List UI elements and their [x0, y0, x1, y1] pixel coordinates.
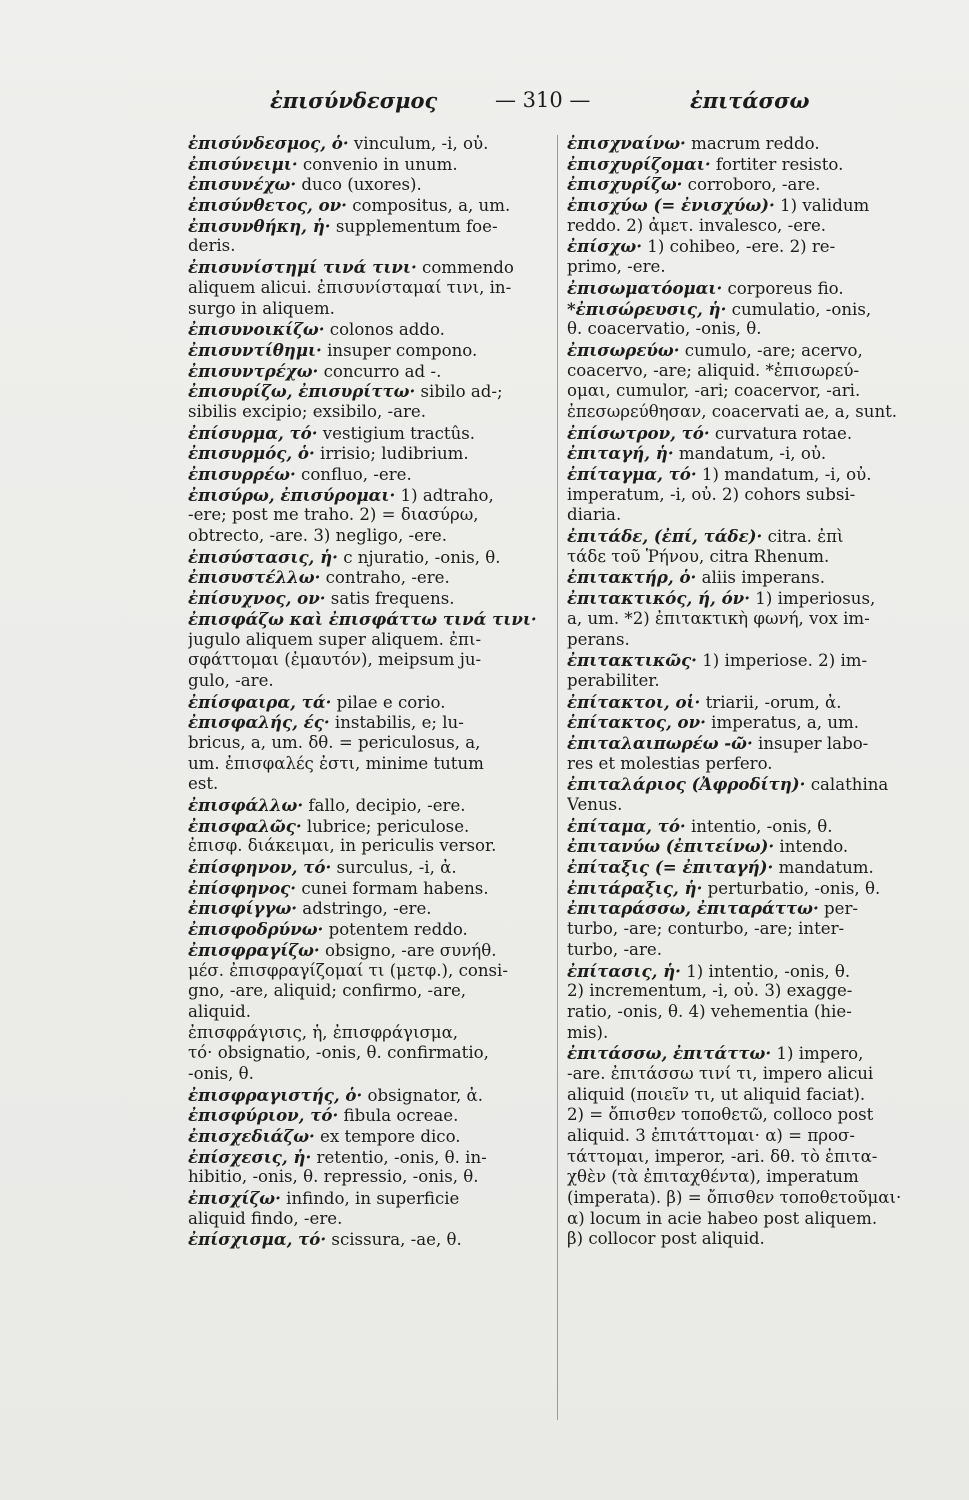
- headword: ἐπισχυρίζω·: [567, 174, 683, 195]
- left-column: [188, 133, 568, 1250]
- entry-line: sibilis excipio; exsibilo, -are.: [188, 401, 427, 421]
- headword: ἐπιταράσσω, ἐπιταράττω·: [567, 898, 819, 919]
- headword: ἐπισφοδρύνω·: [188, 919, 324, 940]
- headword: ἐπίσφαιρα, τά·: [188, 691, 332, 712]
- entry-line: ἐπισφάλλω· fallo, decipio, -ere.: [188, 795, 466, 815]
- headword: ἐπισύνθετος, ον·: [188, 195, 347, 216]
- entry-line: ἐπίσφαιρα, τά· pilae e corio.: [188, 691, 446, 712]
- column-divider: [557, 135, 558, 1420]
- headword: ἐπισυντίθημι·: [188, 339, 322, 360]
- entry-line: ἐπιταλάριος (Ἀφροδίτη)· calathina: [567, 774, 889, 795]
- entry-line: ἐπιτάδε, (ἐπί, τάδε)· citra. ἐπὶ: [567, 526, 844, 547]
- headword: ἐπιτακτικός, ή, όν·: [567, 588, 750, 609]
- entry-line: θ. coacervatio, -onis, θ.: [567, 319, 762, 339]
- headword: ἐπίτακτος, ον·: [567, 712, 706, 733]
- entry-line: aliquem alicui. ἐπισυνίσταμαί τινι, in-: [188, 277, 512, 297]
- entry-line: ἐπεσωρεύθησαν, coacervati ae, a, sunt.: [567, 401, 898, 421]
- running-header: [140, 88, 920, 124]
- entry-line: ἐπίσχεσις, ἡ· retentio, -onis, θ. in-: [188, 1146, 487, 1167]
- headword: ἐπιτανύω (ἐπιτείνω)·: [567, 836, 775, 857]
- entry-line: ἐπισχεδιάζω· ex tempore dico.: [188, 1126, 461, 1146]
- headword: ἐπίσφηνον, τό·: [188, 857, 332, 878]
- headword: ἐπισυστέλλω·: [188, 567, 321, 588]
- entry-line: obtrecto, -are. 3) negligo, -ere.: [188, 526, 448, 546]
- headword: ἐπίτακτοι, οἱ·: [567, 691, 701, 712]
- headword: ἐπίσχεσις, ἡ·: [188, 1146, 312, 1167]
- entry-line: um. ἐπισφαλές ἐστι, minime tutum: [188, 753, 484, 773]
- entry-line: [188, 609, 568, 630]
- entry-line: aliquid. 3 ἐπιτάττομαι· α) = προσ-: [567, 1126, 855, 1145]
- entry-line: ἐπισυρρέω· confluo, -ere.: [188, 464, 412, 484]
- entry-line: *ἐπισώρευσις, ἡ· cumulatio, -onis,: [567, 298, 872, 319]
- entry-line: τό· obsignatio, -onis, θ. confirmatio,: [188, 1043, 489, 1063]
- entry-line: ἐπισφράγισις, ἡ, ἐπισφράγισμα,: [188, 1022, 459, 1042]
- entry-line: diaria.: [567, 505, 622, 525]
- entry-line: ἐπισυνέχω· duco (uxores).: [188, 174, 422, 195]
- entry-line: coacervo, -are; aliquid. *ἐπισωρεύ-: [567, 360, 860, 380]
- headword: ἐπίταγμα, τό·: [567, 464, 697, 484]
- entry-line: ἐπιτακτήρ, ὁ· aliis imperans.: [567, 567, 825, 588]
- entry-line: a, um. *2) ἐπιτακτικὴ φωνή, vox im-: [567, 608, 870, 628]
- entry-line: ἐπισύστασις, ἡ· c njuratio, -onis, θ.: [188, 546, 501, 567]
- entry-line: ἐπισφύριον, τό· fibula ocreae.: [188, 1105, 459, 1126]
- entry-line: Venus.: [567, 795, 623, 814]
- entry-line: ἐπιτανύω (ἐπιτείνω)· intendo.: [567, 836, 849, 857]
- headword: ἐπισφίγγω·: [188, 898, 298, 919]
- entry-line: turbo, -are.: [567, 939, 662, 959]
- entry-line: aliquid (ποιεῖν τι, ut aliquid faciat).: [567, 1084, 866, 1104]
- headword: ἐπισφραγιστής, ὁ·: [188, 1084, 363, 1105]
- headword: ἐπίταμα, τό·: [567, 815, 686, 836]
- headword: ἐπιταλαιπωρέω -ῶ·: [567, 732, 753, 753]
- entry-line: 2) = ὄπισθεν τοποθετῶ, colloco post: [567, 1105, 874, 1125]
- entry-line: ἐπιτάραξις, ἡ· perturbatio, -onis, θ.: [567, 877, 881, 898]
- right-column: [567, 133, 955, 1250]
- headword: *ἐπισώρευσις, ἡ·: [567, 298, 727, 319]
- entry-line: ἐπισχύω (= ἐνισχύω)· 1) validum: [567, 195, 870, 216]
- entry-line: ἐπισύνθετος, ον· compositus, a, um.: [188, 195, 511, 216]
- entry-line: ομαι, cumulor, -ari; coacervor, -ari.: [567, 381, 861, 401]
- entry-line: gulo, -are.: [188, 670, 274, 690]
- entry-line: χθὲν (τὰ ἐπιταχθέντα), imperatum: [567, 1167, 859, 1187]
- entry-line: ἐπισυρίζω, ἐπισυρίττω· sibilo ad-;: [188, 381, 503, 402]
- headword: ἐπισύνδεσμος, ὁ·: [188, 133, 349, 153]
- entry-line: imperatum, -i, οὐ. 2) cohors subsi-: [567, 484, 856, 504]
- headword: ἐπισύρω, ἐπισύρομαι·: [188, 484, 396, 505]
- entry-line: hibitio, -onis, θ. repressio, -onis, θ.: [188, 1167, 479, 1187]
- headword: ἐπισχεδιάζω·: [188, 1126, 315, 1146]
- entry-line: α) locum in acie habeo post aliquem.: [567, 1208, 878, 1228]
- entry-line: est.: [188, 774, 219, 794]
- headword: ἐπισχύω (= ἐνισχύω)·: [567, 195, 775, 216]
- headword: ἐπισχίζω·: [188, 1188, 281, 1209]
- entry-line: mis).: [567, 1022, 609, 1042]
- entry-line: ἐπίσυρμα, τό· vestigium tractûs.: [188, 422, 476, 443]
- entry-line: ἐπισφραγίζω· obsigno, -are συνήθ.: [188, 939, 497, 960]
- entry-line: ἐπιτακτικός, ή, όν· 1) imperiosus,: [567, 588, 876, 609]
- entry-line: ἐπίσχω· 1) cohibeo, -ere. 2) re-: [567, 236, 836, 257]
- entry-line: σφάττομαι (ἐμαυτόν), meipsum ju-: [188, 650, 482, 670]
- entry-line: ἐπισύρω, ἐπισύρομαι· 1) adtraho,: [188, 484, 494, 505]
- entry-line: ἐπισφοδρύνω· potentem reddo.: [188, 919, 468, 940]
- entry-line: aliquid findo, -ere.: [188, 1208, 343, 1228]
- headword: ἐπισφάζω καὶ ἐπισφάττω τινά τινι·: [188, 608, 537, 629]
- entry-line: ἐπισωρεύω· cumulo, -are; acervo,: [567, 339, 863, 360]
- entry-line: ἐπιτακτικῶς· 1) imperiose. 2) im-: [567, 650, 868, 671]
- entry-line: ἐπισυνοικίζω· colonos addo.: [188, 319, 445, 340]
- headword: ἐπιτάδε, (ἐπί, τάδε)·: [567, 526, 763, 547]
- entry-line: ἐπισφαλής, ές· instabilis, e; lu-: [188, 712, 464, 733]
- headword: ἐπισυνοικίζω·: [188, 319, 325, 340]
- headword: ἐπισυνέχω·: [188, 174, 297, 195]
- entry-line: deris.: [188, 236, 236, 256]
- entry-line: ἐπιτάσσω, ἐπιτάττω· 1) impero,: [567, 1043, 864, 1064]
- entry-line: ἐπίσωτρον, τό· curvatura rotae.: [567, 422, 853, 443]
- entry-line: res et molestias perfero.: [567, 753, 773, 773]
- entry-line: perans.: [567, 629, 630, 649]
- entry-line: ἐπίταμα, τό· intentio, -onis, θ.: [567, 815, 833, 836]
- page-number: — 310 —: [495, 88, 591, 112]
- entry-line: ἐπισχυρίζω· corroboro, -are.: [567, 174, 821, 195]
- headword: ἐπισυνθήκη, ἡ·: [188, 215, 331, 236]
- headword: ἐπίσυρμα, τό·: [188, 422, 318, 443]
- entry-line: ἐπίτακτοι, οἱ· triarii, -orum, ἀ.: [567, 691, 842, 712]
- entry-line: β) collocor post aliquid.: [567, 1229, 765, 1249]
- entry-line: reddo. 2) ἀμετ. invalesco, -ere.: [567, 215, 827, 235]
- entry-line: primo, -ere.: [567, 257, 666, 277]
- header-right-word: ἐπιτάσσω: [690, 88, 810, 113]
- entry-line: ἐπίσυχνος, ον· satis frequens.: [188, 588, 455, 609]
- entry-line: jugulo aliquem super aliquem. ἐπι-: [188, 629, 482, 649]
- entry-line: -ere; post me traho. 2) = διασύρω,: [188, 505, 479, 525]
- headword: ἐπισχναίνω·: [567, 133, 686, 153]
- headword: ἐπισφάλλω·: [188, 795, 304, 815]
- entry-line: ἐπισωματόομαι· corporeus fio.: [567, 277, 844, 298]
- entry-line: μέσ. ἐπισφραγίζομαί τι (μετφ.), consi-: [188, 960, 508, 980]
- headword: ἐπιτάσσω, ἐπιτάττω·: [567, 1043, 772, 1064]
- entry-line: ἐπισφραγιστής, ὁ· obsignator, ἀ.: [188, 1084, 483, 1105]
- entry-line: ἐπισχναίνω· macrum reddo.: [567, 133, 820, 153]
- entry-line: turbo, -are; conturbo, -are; inter-: [567, 919, 845, 939]
- entry-line: -are. ἐπιτάσσω τινί τι, impero alicui: [567, 1063, 874, 1083]
- headword: ἐπίτασις, ἡ·: [567, 960, 681, 981]
- headword: ἐπισφαλής, ές·: [188, 712, 330, 733]
- headword: ἐπίσχω·: [567, 236, 642, 257]
- headword: ἐπισυρμός, ὁ·: [188, 443, 315, 464]
- entry-line: aliquid.: [188, 1001, 252, 1021]
- headword: ἐπισυνίστημί τινά τινι·: [188, 257, 417, 278]
- headword: ἐπισωματόομαι·: [567, 277, 723, 298]
- entry-line: ἐπισφίγγω· adstringo, -ere.: [188, 898, 432, 919]
- entry-line: ἐπισύνειμι· convenio in unum.: [188, 153, 458, 174]
- entry-line: ἐπιταράσσω, ἐπιταράττω· per-: [567, 898, 858, 919]
- entry-line: (imperata). β) = ὄπισθεν τοποθετοῦμαι·: [567, 1188, 902, 1208]
- headword: ἐπισυρίζω, ἐπισυρίττω·: [188, 381, 416, 402]
- entry-line: ratio, -onis, θ. 4) vehementia (hie-: [567, 1001, 852, 1021]
- entry-line: τάδε τοῦ Ῥήνου, citra Rhenum.: [567, 546, 830, 566]
- entry-line: ἐπίτασις, ἡ· 1) intentio, -onis, θ.: [567, 960, 851, 981]
- entry-line: ἐπίσφηνον, τό· surculus, -i, ἀ.: [188, 857, 457, 878]
- headword: ἐπισφαλῶς·: [188, 815, 302, 836]
- headword: ἐπίσυχνος, ον·: [188, 588, 326, 609]
- entry-line: ἐπισχυρίζομαι· fortiter resisto.: [567, 153, 844, 174]
- headword: ἐπισύνειμι·: [188, 153, 298, 174]
- entry-line: bricus, a, um. δθ. = periculosus, a,: [188, 732, 481, 752]
- headword: ἐπίσωτρον, τό·: [567, 422, 710, 443]
- headword: ἐπισύστασις, ἡ·: [188, 546, 338, 567]
- headword: ἐπιτάραξις, ἡ·: [567, 877, 703, 898]
- entry-line: ἐπισυρμός, ὁ· irrisio; ludibrium.: [188, 443, 469, 464]
- entry-line: τάττομαι, imperor, -ari. δθ. τὸ ἐπιτα-: [567, 1146, 878, 1166]
- headword: ἐπισφραγίζω·: [188, 939, 320, 960]
- entry-line: -onis, θ.: [188, 1063, 254, 1083]
- headword: ἐπιταγή, ἡ·: [567, 443, 674, 464]
- headword: ἐπίσχισμα, τό·: [188, 1229, 327, 1250]
- entry-line: ἐπισύνδεσμος, ὁ· vinculum, -i, οὐ.: [188, 133, 489, 153]
- entry-line: ἐπιταλαιπωρέω -ῶ· insuper labo-: [567, 732, 869, 753]
- headword: ἐπίσφηνος·: [188, 877, 297, 898]
- entry-line: ἐπισυντίθημι· insuper compono.: [188, 339, 478, 360]
- headword: ἐπισφύριον, τό·: [188, 1105, 339, 1126]
- entry-line: ἐπίσφηνος· cunei formam habens.: [188, 877, 489, 898]
- headword: ἐπιταλάριος (Ἀφροδίτη)·: [567, 774, 806, 795]
- entry-line: ἐπισφαλῶς· lubrice; periculose.: [188, 815, 470, 836]
- entry-line: perabiliter.: [567, 670, 660, 690]
- entry-line: ἐπισυνθήκη, ἡ· supplementum foe-: [188, 215, 498, 236]
- entry-line: ἐπισφ. διάκειμαι, in periculis versor.: [188, 836, 497, 856]
- headword: ἐπιτακτικῶς·: [567, 650, 697, 671]
- headword: ἐπισυρρέω·: [188, 464, 296, 484]
- entry-line: surgo in aliquem.: [188, 298, 335, 318]
- entry-line: ἐπίτακτος, ον· imperatus, a, um.: [567, 712, 860, 733]
- entry-line: ἐπισυνίστημί τινά τινι· commendo: [188, 257, 514, 278]
- entry-line: ἐπιταγή, ἡ· mandatum, -i, οὐ.: [567, 443, 827, 464]
- entry-line: ἐπισχίζω· infindo, in superficie: [188, 1188, 460, 1209]
- headword: ἐπίταξις (= ἐπιταγή)·: [567, 857, 774, 878]
- entry-line: 2) incrementum, -i, οὐ. 3) exagge-: [567, 981, 853, 1001]
- headword: ἐπισωρεύω·: [567, 339, 680, 360]
- entry-line: ἐπισυστέλλω· contraho, -ere.: [188, 567, 450, 588]
- headword: ἐπισυντρέχω·: [188, 360, 319, 381]
- headword: ἐπιτακτήρ, ὁ·: [567, 567, 697, 588]
- header-left-word: ἐπισύνδεσμος: [270, 88, 438, 113]
- entry-line: ἐπισυντρέχω· concurro ad -.: [188, 360, 442, 381]
- entry-line: ἐπίσχισμα, τό· scissura, -ae, θ.: [188, 1229, 462, 1250]
- headword: ἐπισχυρίζομαι·: [567, 153, 711, 174]
- entry-line: gno, -are, aliquid; confirmo, -are,: [188, 981, 467, 1001]
- entry-line: ἐπίταξις (= ἐπιταγή)· mandatum.: [567, 857, 874, 878]
- entry-line: ἐπίταγμα, τό· 1) mandatum, -i, οὐ.: [567, 464, 872, 484]
